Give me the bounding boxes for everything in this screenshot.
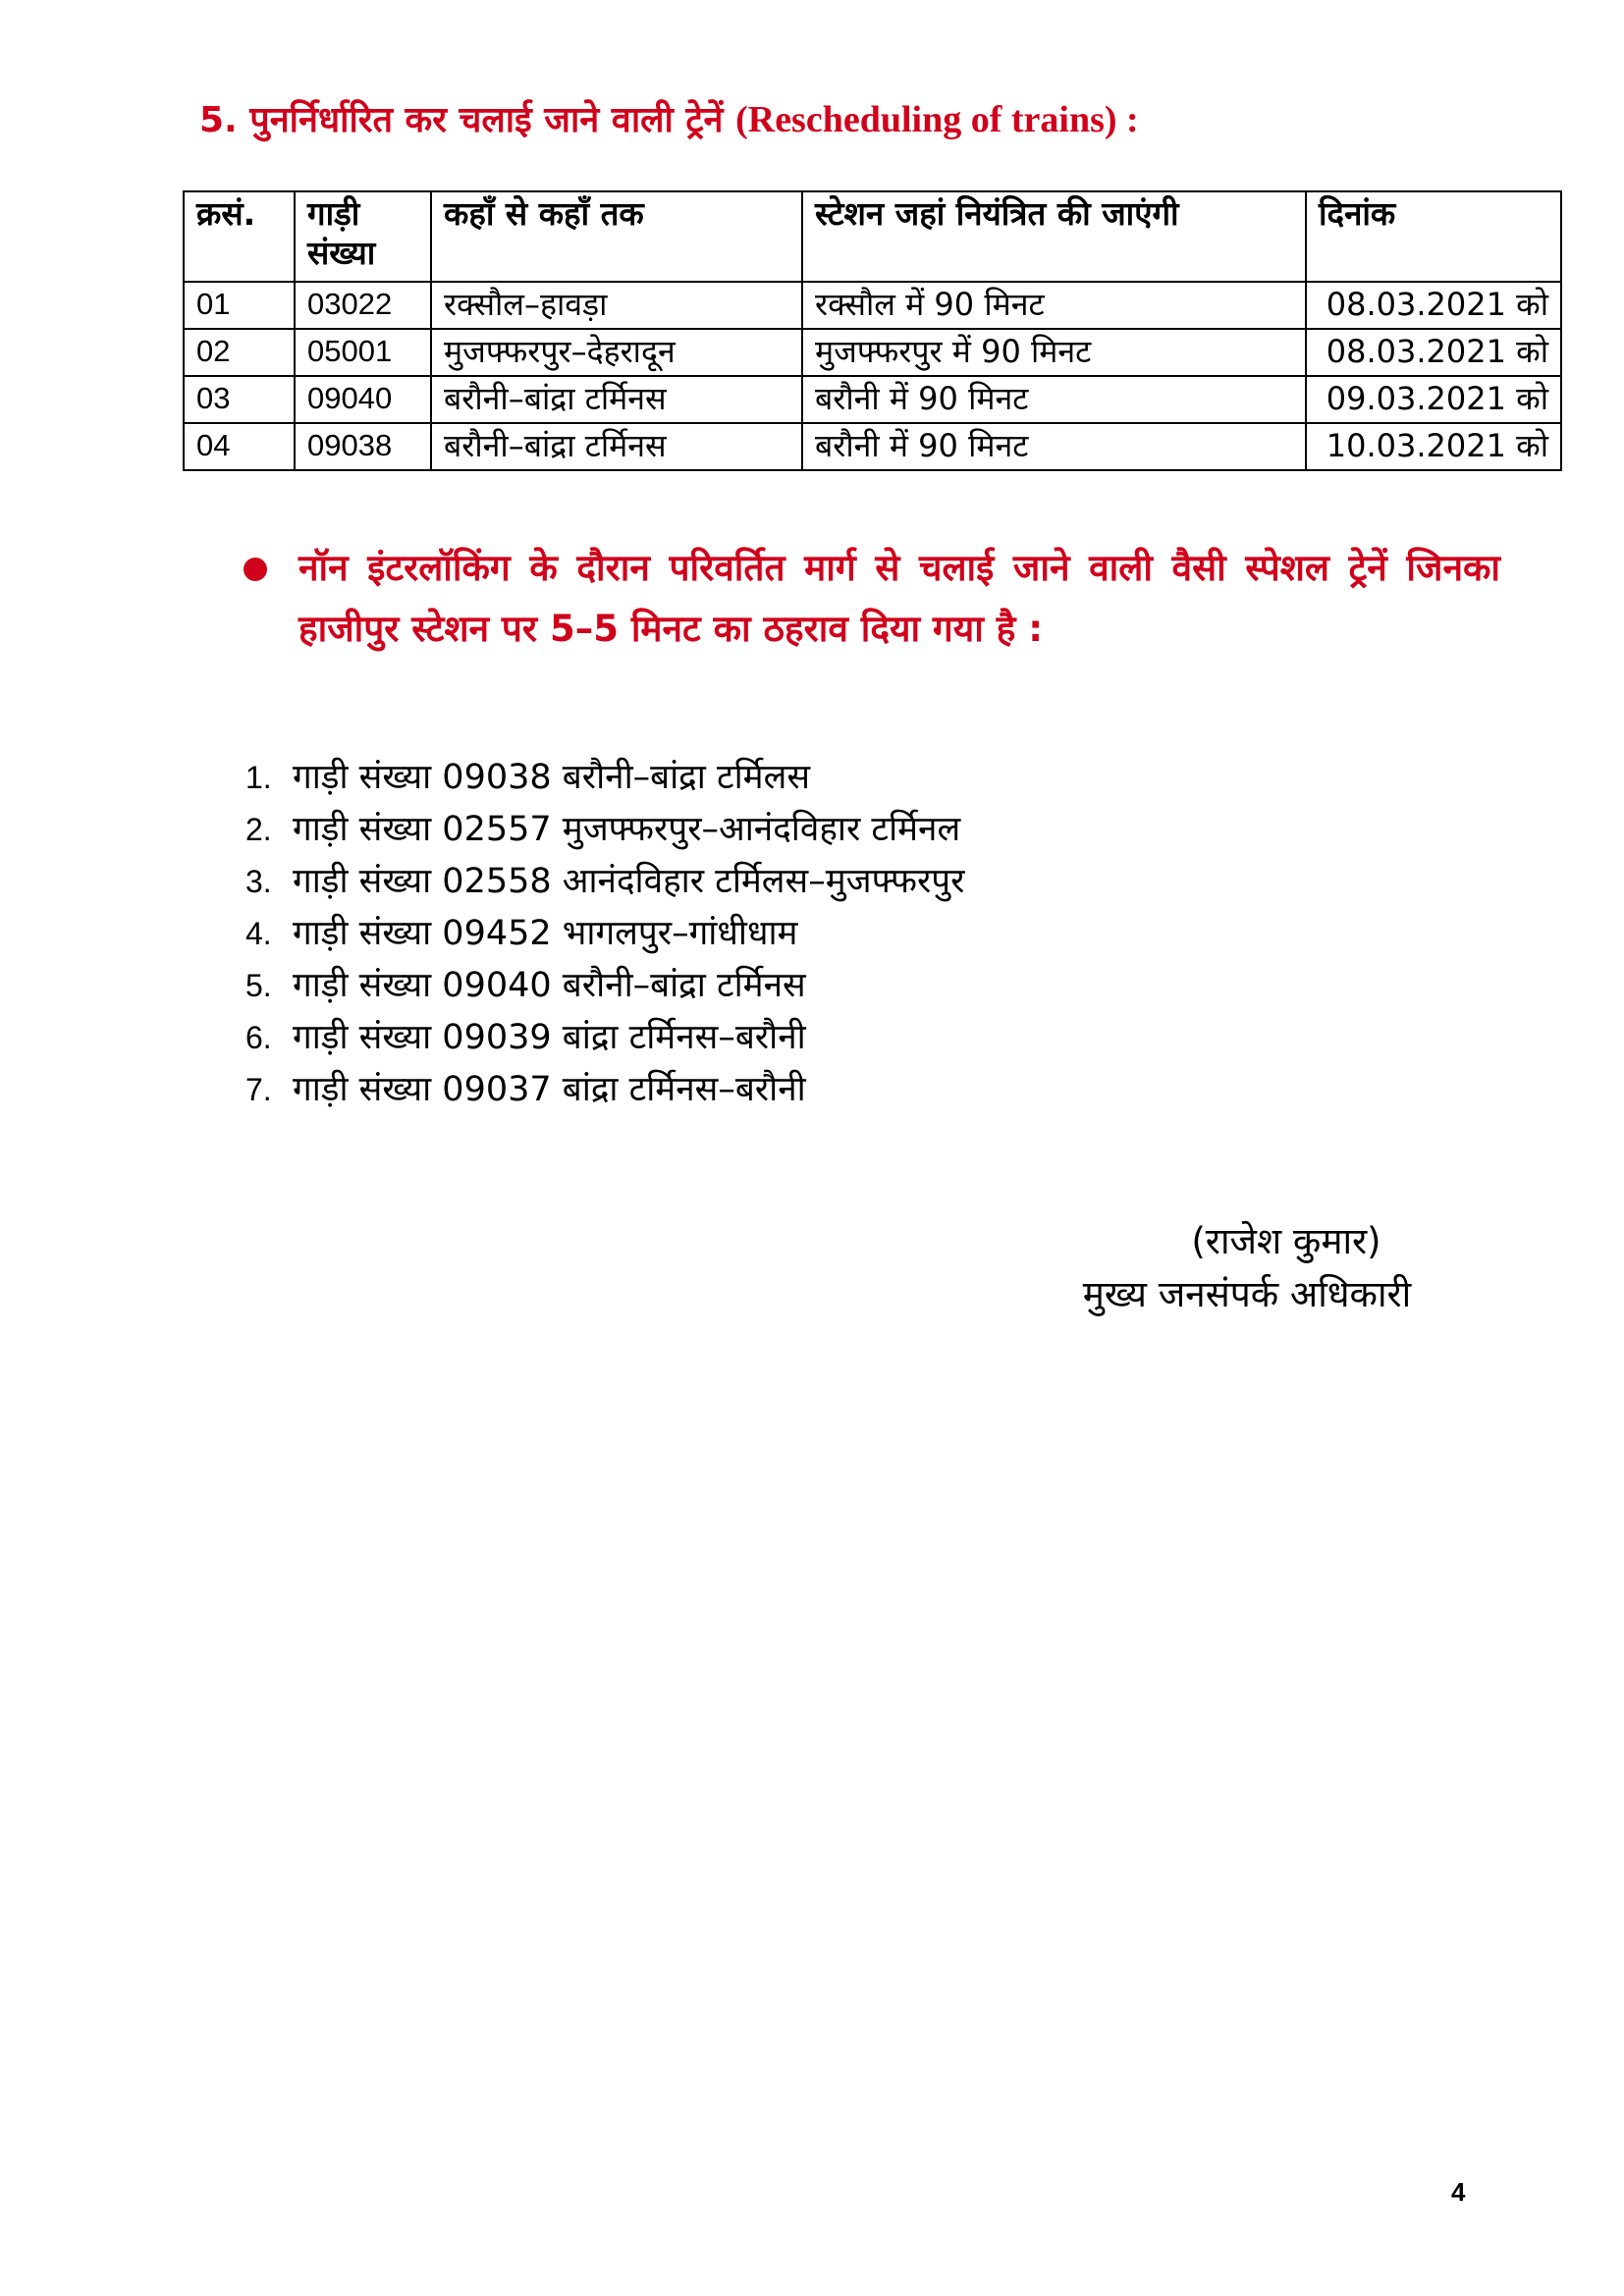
section-title [199,94,1476,142]
list-item [245,804,964,856]
section-title-english: (Rescheduling of trains) : [735,99,1139,140]
list-text: गाड़ी संख्या 09038 बरौनी–बांद्रा टर्मिलस [293,758,810,797]
list-text: गाड़ी संख्या 02557 मुजफ्फरपुर–आनंदविहार टर्मिनल [293,810,961,849]
cell-station: रक्सौल में 90 मिनट [802,282,1306,329]
section-title-hindi: 5. पुनर्निर्धारित कर चलाई जाने वाली ट्रेनें [199,100,724,140]
cell-train-number: 05001 [295,329,431,376]
cell-train-number: 09038 [295,423,431,470]
signatory-designation: मुख्य जनसंपर्क अधिकारी [1082,1273,1412,1315]
special-trains-list [245,752,964,1116]
header-station: स्टेशन जहां नियंत्रित की जाएंगी [802,191,1306,282]
signatory-name: (राजेश कुमार) [1191,1220,1381,1262]
cell-date: 08.03.2021 को [1306,282,1561,329]
list-item [245,856,964,908]
cell-route: बरौनी–बांद्रा टर्मिनस [431,376,802,423]
list-number: 4. [245,916,272,951]
table-header-row [184,191,1561,282]
cell-station: बरौनी में 90 मिनट [802,423,1306,470]
table-row [184,329,1561,376]
list-item [245,960,964,1012]
cell-route: रक्सौल–हावड़ा [431,282,802,329]
table-row [184,282,1561,329]
list-text: गाड़ी संख्या 09039 बांद्रा टर्मिनस–बरौनी [293,1018,806,1057]
list-item [245,908,964,960]
cell-serial: 02 [184,329,295,376]
list-item [245,1064,964,1116]
list-item [245,752,964,804]
table-row [184,376,1561,423]
cell-date: 09.03.2021 को [1306,376,1561,423]
cell-route: बरौनी–बांद्रा टर्मिनस [431,423,802,470]
notice-block [244,538,1500,660]
bullet-icon [244,558,267,581]
list-number: 1. [245,760,272,795]
header-route: कहाँ से कहाँ तक [431,191,802,282]
list-number: 5. [245,968,272,1003]
header-train-number: गाड़ी संख्या [295,191,431,282]
list-number: 2. [245,812,272,847]
cell-serial: 03 [184,376,295,423]
list-item [245,1012,964,1064]
signature-block [1021,1215,1473,1321]
list-text: गाड़ी संख्या 02558 आनंदविहार टर्मिलस–मुजफ्फरपुर [293,862,965,901]
cell-train-number: 09040 [295,376,431,423]
page-number: 4 [1451,2177,1466,2207]
cell-date: 08.03.2021 को [1306,329,1561,376]
list-text: गाड़ी संख्या 09452 भागलपुर–गांधीधाम [293,914,798,953]
list-number: 3. [245,864,272,899]
rescheduling-table [183,190,1562,471]
cell-date: 10.03.2021 को [1306,423,1561,470]
cell-train-number: 03022 [295,282,431,329]
list-number: 6. [245,1020,272,1055]
notice-text: नॉन इंटरलॉकिंग के दौरान परिवर्तित मार्ग से चलाई जाने वाली वैसी स्पेशल ट्रेनें जिनका हाजीपुर स्टेशन पर 5–5 मिनट का ठहराव दिया गया है : [298,547,1500,650]
cell-station: मुजफ्फरपुर में 90 मिनट [802,329,1306,376]
cell-serial: 01 [184,282,295,329]
table-row [184,423,1561,470]
list-text: गाड़ी संख्या 09037 बांद्रा टर्मिनस–बरौनी [293,1070,806,1109]
cell-serial: 04 [184,423,295,470]
list-text: गाड़ी संख्या 09040 बरौनी–बांद्रा टर्मिनस [293,966,806,1005]
header-serial: क्रसं. [184,191,295,282]
cell-route: मुजफ्फरपुर–देहरादून [431,329,802,376]
cell-station: बरौनी में 90 मिनट [802,376,1306,423]
header-date: दिनांक [1306,191,1561,282]
list-number: 7. [245,1072,272,1107]
